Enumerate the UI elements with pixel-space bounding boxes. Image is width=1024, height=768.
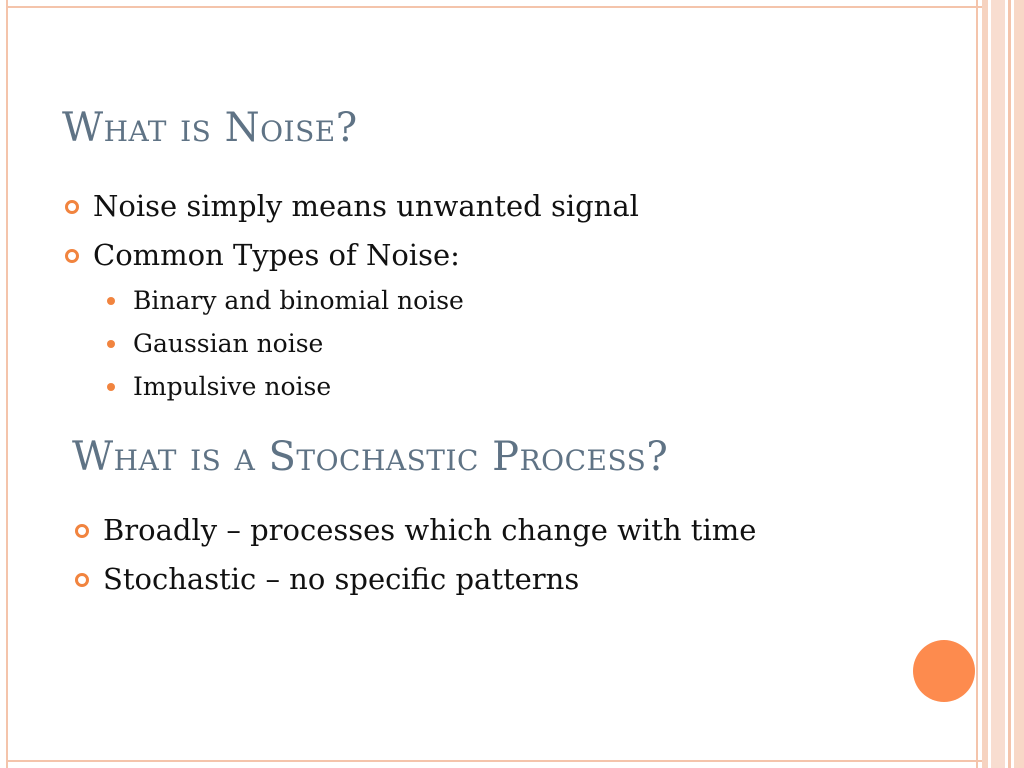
list-item [72,561,892,597]
list-item [72,512,892,548]
ring-bullet-icon [75,524,89,538]
sub-list-item-text: Binary and binomial noise [133,286,464,315]
list-item [62,237,882,273]
dot-bullet-icon [107,340,115,348]
ring-bullet-icon [65,200,79,214]
noise-bullet-list [62,188,882,415]
list-item [62,188,882,224]
decorative-orange-circle [913,640,975,702]
stripe [982,0,988,768]
list-item-text: Noise simply means unwanted signal [93,189,639,223]
sub-list-item [104,372,882,402]
list-item-text: Stochastic – no specific patterns [103,562,580,596]
sub-list-item [104,329,882,359]
dot-bullet-icon [107,383,115,391]
right-decorative-stripes [976,0,1024,768]
ring-bullet-icon [65,249,79,263]
sub-list-item-text: Impulsive noise [133,372,332,401]
stochastic-bullet-list [72,512,892,610]
noise-types-sub-list [104,286,882,402]
frame-top-border [6,6,982,8]
sub-list-wrapper [62,286,882,402]
stripe [1014,0,1024,768]
ring-bullet-icon [75,573,89,587]
sub-list-item [104,286,882,316]
list-item-text: Common Types of Noise: [93,238,460,272]
sub-list-item-text: Gaussian noise [133,329,324,358]
dot-bullet-icon [107,297,115,305]
stripe [991,0,1005,768]
list-item-text: Broadly – processes which change with time [103,513,757,547]
frame-left-border [6,0,8,768]
slide-title-noise: What is Noise? [62,105,358,151]
frame-bottom-border [6,760,982,762]
slide-title-stochastic: What is a Stochastic Process? [72,434,669,480]
stripe [976,0,978,768]
stripe [1008,0,1011,768]
